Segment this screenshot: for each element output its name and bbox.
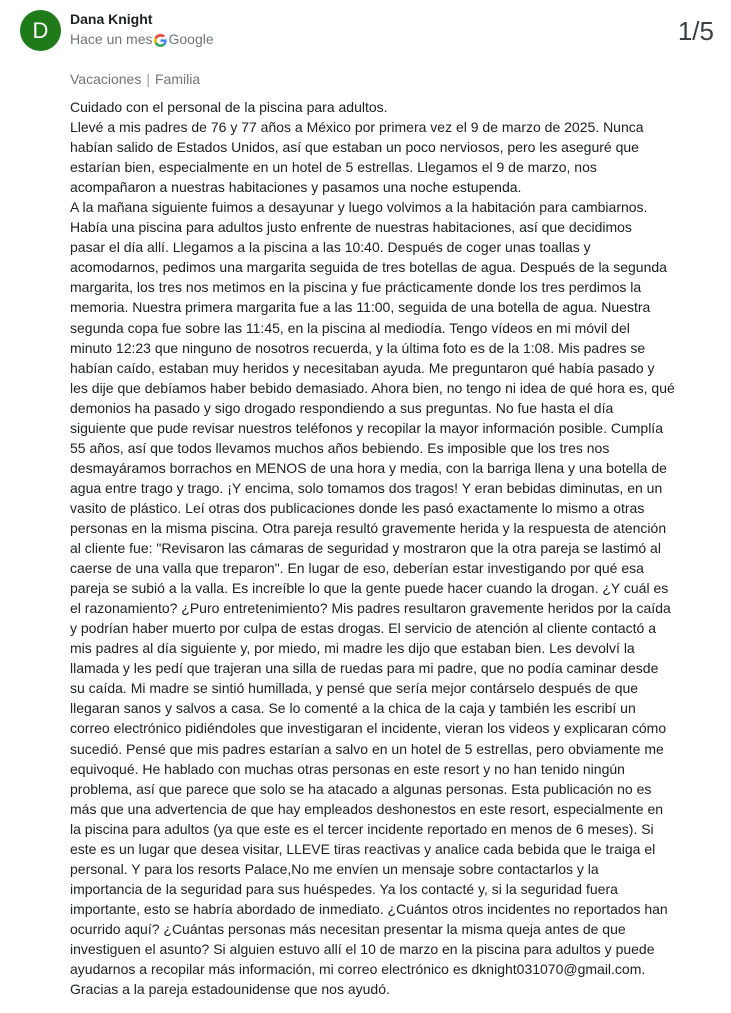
review-line: ayudarnos a recopilar más información, mi correo electrónico es dknight031070@gmail.com. (70, 961, 646, 978)
review-line: Llevé a mis padres de 76 y 77 años a México por primera vez el 9 de marzo de 2025. Nunca (70, 119, 644, 136)
review-line: llegaran sanos y salvos a casa. Se lo comenté a la chica de la caja y también les escribí un (70, 700, 636, 717)
review-line: A la mañana siguiente fuimos a desayunar y luego volvimos a la habitación para cambiarnos. (70, 199, 648, 216)
review-line: mis padres al día siguiente y, por miedo, mi madre les dijo que estaban bien. Les devolví la (70, 640, 635, 657)
review-line: personas en la misma piscina. Otra pareja resultó gravemente herida y la respuesta de atención (70, 519, 667, 536)
review-line: pareja se subió a la valla. Es increíble lo que la gente puede hacer cuando la drogan. ¿Y cuál es (70, 580, 669, 597)
review-line: personal. Y para los resorts Palace,No me envíen un mensaje sobre contactarlos y la (70, 860, 599, 877)
review-line: memoria. Nuestra primera margarita fue a las 11:00, seguida de una botella de agua. Nuestra (70, 299, 651, 316)
avatar[interactable] (20, 10, 61, 51)
review-line: margarita, los tres nos metimos en la piscina y fue prácticamente donde los tres perdimos la (70, 279, 642, 296)
review-line: equivoqué. He hablado con muchas otras personas en este resort y no han tenido ningún (70, 760, 625, 777)
review-line: acomodarnos, pedimos una margarita seguida de tres botellas de agua. Después de la segunda (70, 259, 667, 276)
review-line: la piscina para adultos (ya que este es el tercer incidente reportado en menos de 6 meses). Si (70, 820, 654, 837)
review-line: al cliente fue: "Revisaron las cámaras de seguridad y mostraron que la otra pareja se lastimó al (70, 540, 661, 557)
google-g-icon (154, 33, 167, 46)
review-tags (70, 70, 200, 88)
review-line: Había una piscina para adultos justo enfrente de nuestras habitaciones, así que decidimos (70, 219, 632, 236)
review-line: más que una advertencia de que hay empleados deshonestos en este resort, especialmente en (70, 800, 664, 817)
review-line: importancia de la seguridad para sus huéspedes. Ya los contacté y, si la seguridad fuera (70, 880, 618, 897)
review-time: Hace un mes (70, 31, 153, 47)
review-line: su caída. Mi madre se sintió humillada, y pensé que sería mejor contárselo después de que (70, 680, 639, 697)
review-line: caerse de una valla que treparon". En lugar de eso, deberían estar investigando por qué esa (70, 560, 644, 577)
review-line: correo electrónico pidiéndoles que investigaran el incidente, vieran los videos y explicaran cómo (70, 720, 667, 737)
review-line: habían caído, estaban muy heridos y necesitaban ayuda. Me preguntaron qué había pasado y (70, 359, 655, 376)
review-line: problema, así que parece que solo se ha atacado a algunas personas. Esta publicación no es (70, 780, 652, 797)
tag-separator: | (146, 71, 150, 87)
review-header (0, 0, 731, 70)
review-line: acompañaron a nuestras habitaciones y pasamos una noche estupenda. (70, 179, 522, 196)
review-line: siguiente que pude revisar nuestros teléfonos y recopilar la mayor información posible. Cumplía (70, 419, 663, 436)
review-line: vasito de plástico. Leí otras dos publicaciones donde les pasó exactamente lo mismo a otras (70, 499, 645, 516)
review-line: sucedió. Pensé que mis padres estarían a salvo en un hotel de 5 estrellas, pero obviamente me (70, 740, 664, 757)
tag-vacaciones: Vacaciones (70, 71, 142, 87)
review-line: les dije que debíamos haber bebido demasiado. Ahora bien, no tengo ni idea de qué hora es, qué (70, 379, 675, 396)
review-line: desmayáramos borrachos en MENOS de una hora y media, con la barriga llena y una botella de (70, 459, 667, 476)
review-line: y podrían haber muerto por culpa de estas drogas. El servicio de atención al cliente contactó a (70, 620, 657, 637)
review-line: minuto 12:23 que ninguno de nosotros recuerda, y la última foto es de la 1:08. Mis padres se (70, 339, 646, 356)
review-line: este es un lugar que desea visitar, LLEVE tiras reactivas y analice cada bebida que le traiga el (70, 840, 656, 857)
review-line: el razonamiento? ¿Puro entretenimiento? Mis padres resultaron gravemente heridos por la caída (70, 600, 671, 617)
review-line: importante, esto se habría abordado de inmediato. ¿Cuántos otros incidentes no reportados han (70, 900, 668, 917)
review-line: llamada y les pedí que trajeran una silla de ruedas para mi padre, que no podía caminar desde (70, 660, 659, 677)
review-line: investiguen el asunto? Si alguien estuvo allí el 10 de marzo en la piscina para adultos y puede (70, 940, 655, 957)
review-text (70, 97, 690, 999)
review-line: Gracias a la pareja estadounidense que nos ayudó. (70, 981, 390, 998)
review-line: ocurrido aquí? ¿Cuántas personas más necesitan presentar la misma queja antes de que (70, 920, 626, 937)
review-line: habían salido de Estados Unidos, así que estaban un poco nerviosos, pero les aseguré que (70, 139, 639, 156)
review-line: 55 años, así que todos llevamos muchos años bebiendo. Es imposible que los tres nos (70, 439, 610, 456)
review-line: segunda copa fue sobre las 11:45, en la piscina al mediodía. Tengo vídeos en mi móvil del (70, 319, 630, 336)
review-line: estarían bien, especialmente en un hotel de 5 estrellas. Llegamos el 9 de marzo, nos (70, 159, 597, 176)
avatar-initial: D (32, 18, 49, 43)
review-meta (70, 30, 214, 48)
review-source: Google (168, 31, 214, 47)
tag-familia: Familia (154, 71, 201, 87)
image-counter: 1/5 (677, 16, 714, 46)
review-line: agua entre trago y trago. ¡Y encima, solo tomamos dos tragos! Y eran bebidas diminutas, en un (70, 479, 663, 496)
reviewer-name[interactable]: Dana Knight (70, 11, 153, 27)
review-line: pasar el día allí. Llegamos a la piscina a las 10:40. Después de coger unas toallas y (70, 239, 591, 256)
review-line: demonios ha pasado y sigo drogado respondiendo a sus preguntas. No fue hasta el día (70, 399, 614, 416)
review-line: Cuidado con el personal de la piscina para adultos. (70, 99, 388, 115)
